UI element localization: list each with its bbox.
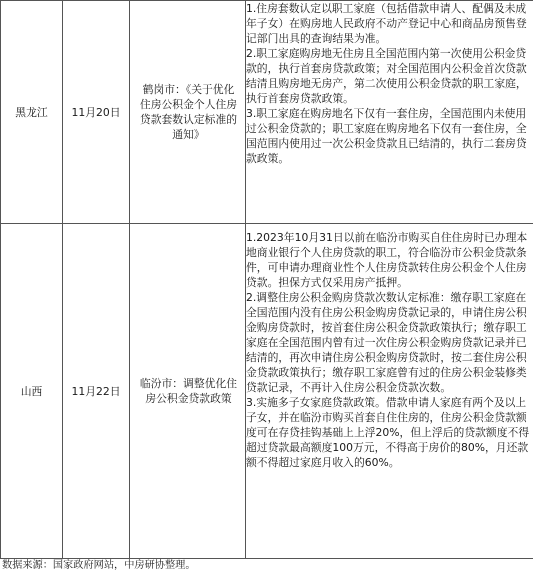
date-cell: 11月20日 <box>63 1 130 224</box>
policy-title: 鹤岗市：《关于优化住房公积金个人住房贷款套数认定标准的通知》 <box>139 83 238 141</box>
policy-item: 3.职工家庭在购房地名下仅有一套住房，全国范围内未使用过公积金贷款的；职工家庭在购房地名下仅有一套住房，全国范围内使用过一次公积金贷款且已结清的，执行二套房贷款政策。 <box>246 107 527 165</box>
policy-item: 3.实施多子女家庭贷款政策。借款申请人家庭有两个及以上子女，并在临汾市购买首套自住住房的，住房公积金贷款额度可在存贷挂钩基础上上浮20%，但上浮后的贷款额度不得超过贷款最高额度100万元，不得高于房价的80%，月还款额不得超过家庭月收入的60%。 <box>246 396 530 469</box>
policy-title: 临汾市：调整优化住房公积金贷款政策 <box>139 377 238 405</box>
policy-content-cell <box>246 224 533 559</box>
policy-title-cell <box>130 1 246 224</box>
source-note: 数据来源：国家政府网站，中房研协整理。 <box>2 560 196 571</box>
province-cell: 山西 <box>1 224 63 559</box>
table-row <box>1 1 533 224</box>
table-row <box>1 224 533 559</box>
policy-item: 1.2023年10月31日以前在临汾市购买自住住房时已办理本地商业银行个人住房贷款的职工，符合临汾市公积金贷款条件，可申请办理商业性个人住房贷款转住房公积金个人住房贷款。担保方式仅采用房产抵押。 <box>246 231 528 289</box>
policy-item: 1.住房套数认定以职工家庭（包括借款申请人、配偶及未成年子女）在购房地人民政府不动产登记中心和商品房预售登记部门出具的查询结果为准。 <box>246 2 527 45</box>
policy-item: 2.职工家庭购房地无住房且全国范围内第一次使用公积金贷款的，执行首套房贷款政策；对全国范围内公积金首次贷款结清且购房地无房产，第二次使用公积金贷款的职工家庭，执行首套房贷款政策。 <box>246 47 527 105</box>
policy-title-cell <box>130 224 246 559</box>
policy-item: 2.调整住房公积金购房贷款次数认定标准：缴存职工家庭在全国范围内没有住房公积金购房贷款记录的，申请住房公积金购房贷款时，按首套住房公积金贷款政策执行；缴存职工家庭在全国范围内曾有过一次住房公积金购房贷款记录并已结清的，再次申请住房公积金购房贷款时，按二套住房公积金贷款政策执行；缴存职工家庭曾有过的住房公积金装修类贷款记录，不再计入住房公积金贷款次数。 <box>246 291 527 394</box>
policy-content-cell <box>246 1 533 224</box>
province-cell: 黑龙江 <box>1 1 63 224</box>
date-cell: 11月22日 <box>63 224 130 559</box>
